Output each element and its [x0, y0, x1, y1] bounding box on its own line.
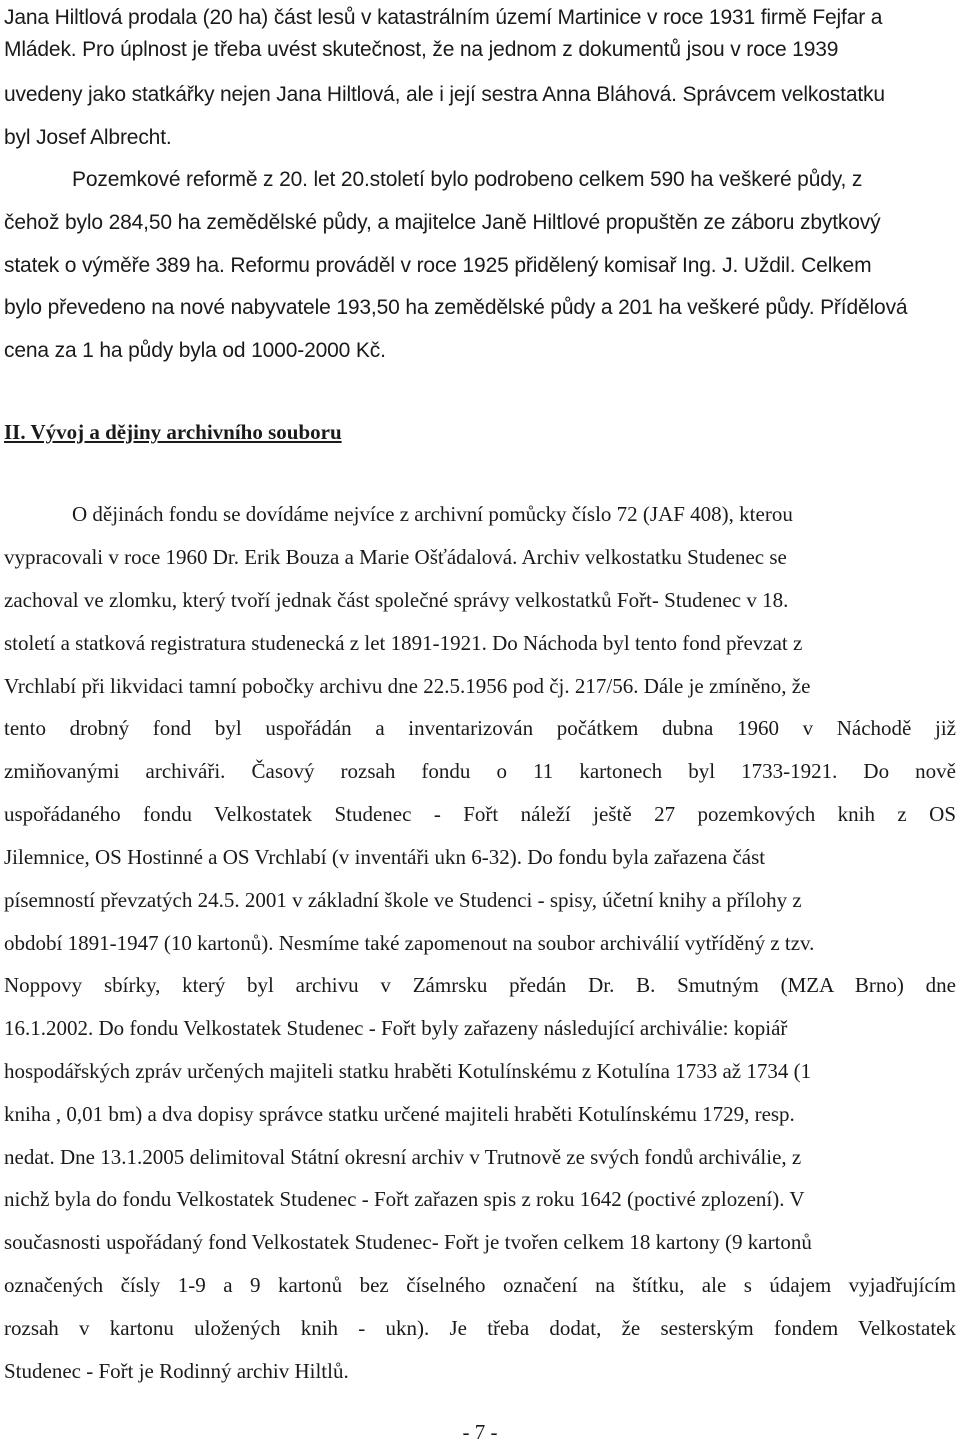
text-line: čehož bylo 284,50 ha zemědělské půdy, a majitelce Janě Hiltlové propuštěn ze záboru zbytkový	[4, 211, 881, 234]
text-line: Jilemnice, OS Hostinné a OS Vrchlabí (v inventáři ukn 6-32). Do fondu byla zařazena část	[4, 845, 766, 869]
text-line: Studenec - Fořt je Rodinný archiv Hiltlů.	[4, 1359, 349, 1383]
text-line: rozsah v kartonu uložených knih - ukn). Je třeba dodat, že sesterským fondem Velkostatek	[4, 1316, 956, 1340]
text-line: Pozemkové reformě z 20. let 20.století bylo podrobeno celkem 590 ha veškeré půdy, z	[72, 168, 863, 191]
text-line: hospodářských zpráv určených majiteli statku hraběti Kotulínskému z Kotulína 1733 až 1734 (1	[4, 1059, 812, 1083]
text-line: Noppovy sbírky, který byl archivu v Zámrsku předán Dr. B. Smutným (MZA Brno) dne	[4, 973, 956, 997]
text-line: Vrchlabí při likvidaci tamní pobočky archivu dne 22.5.1956 pod čj. 217/56. Dále je zmíněno, že	[4, 674, 811, 698]
text-line: písemností převzatých 24.5. 2001 v základní škole ve Studenci - spisy, účetní knihy a přílohy z	[4, 888, 802, 912]
text-line: uvedeny jako statkářky nejen Jana Hiltlová, ale i její sestra Anna Bláhová. Správcem velkostatku	[4, 83, 885, 106]
text-line: cena za 1 ha půdy byla od 1000-2000 Kč.	[4, 339, 386, 362]
text-line: zachoval ve zlomku, který tvoří jednak část společné správy velkostatků Fořt- Studenec v 18.	[4, 588, 789, 612]
section-heading: II. Vývoj a dějiny archivního souboru	[4, 420, 342, 444]
text-line: bylo převedeno na nové nabyvatele 193,50 ha zemědělské půdy a 201 ha veškeré půdy. Přídělová	[4, 296, 908, 319]
text-line: 16.1.2002. Do fondu Velkostatek Studenec - Fořt byly zařazeny následující archiválie: kopiář	[4, 1016, 788, 1040]
text-line: statek o výměře 389 ha. Reformu prováděl v roce 1925 přidělený komisař Ing. J. Uždil. Celkem	[4, 254, 872, 277]
text-line: byl Josef Albrecht.	[4, 126, 172, 149]
text-line: kniha , 0,01 bm) a dva dopisy správce statku určené majiteli hraběti Kotulínskému 1729, resp.	[4, 1102, 795, 1126]
text-line: zmiňovanými archiváři. Časový rozsah fondu o 11 kartonech byl 1733-1921. Do nově	[4, 759, 956, 783]
text-line: tento drobný fond byl uspořádán a inventarizován počátkem dubna 1960 v Náchodě již	[4, 716, 956, 740]
text-line: nedat. Dne 13.1.2005 delimitoval Státní okresní archiv v Trutnově ze svých fondů archiválie, z	[4, 1145, 802, 1169]
text-line: století a statková registratura studenecká z let 1891-1921. Do Náchoda byl tento fond převzat z	[4, 631, 803, 655]
text-line: Jana Hiltlová prodala (20 ha) část lesů v katastrálním území Martinice v roce 1931 firmě Fejfar a	[4, 6, 883, 29]
text-line: vypracovali v roce 1960 Dr. Erik Bouza a Marie Ošťádalová. Archiv velkostatku Studenec se	[4, 545, 787, 569]
text-line: Mládek. Pro úplnost je třeba uvést skutečnost, že na jednom z dokumentů jsou v roce 1939	[4, 38, 839, 61]
text-line: současnosti uspořádaný fond Velkostatek Studenec- Fořt je tvořen celkem 18 kartony (9 kartonů	[4, 1230, 812, 1254]
text-line: uspořádaného fondu Velkostatek Studenec - Fořt náleží ještě 27 pozemkových knih z OS	[4, 802, 956, 826]
text-line: O dějinách fondu se dovídáme nejvíce z archivní pomůcky číslo 72 (JAF 408), kterou	[72, 502, 793, 526]
page-number: - 7 -	[462, 1420, 498, 1444]
text-line: nichž byla do fondu Velkostatek Studenec - Fořt zařazen spis z roku 1642 (poctivé zplození). V	[4, 1187, 805, 1211]
text-line: označených čísly 1-9 a 9 kartonů bez číselného označení na štítku, ale s údajem vyjadřujícím	[4, 1273, 956, 1297]
text-line: období 1891-1947 (10 kartonů). Nesmíme také zapomenout na soubor archiválií vytříděný z tzv.	[4, 931, 815, 955]
